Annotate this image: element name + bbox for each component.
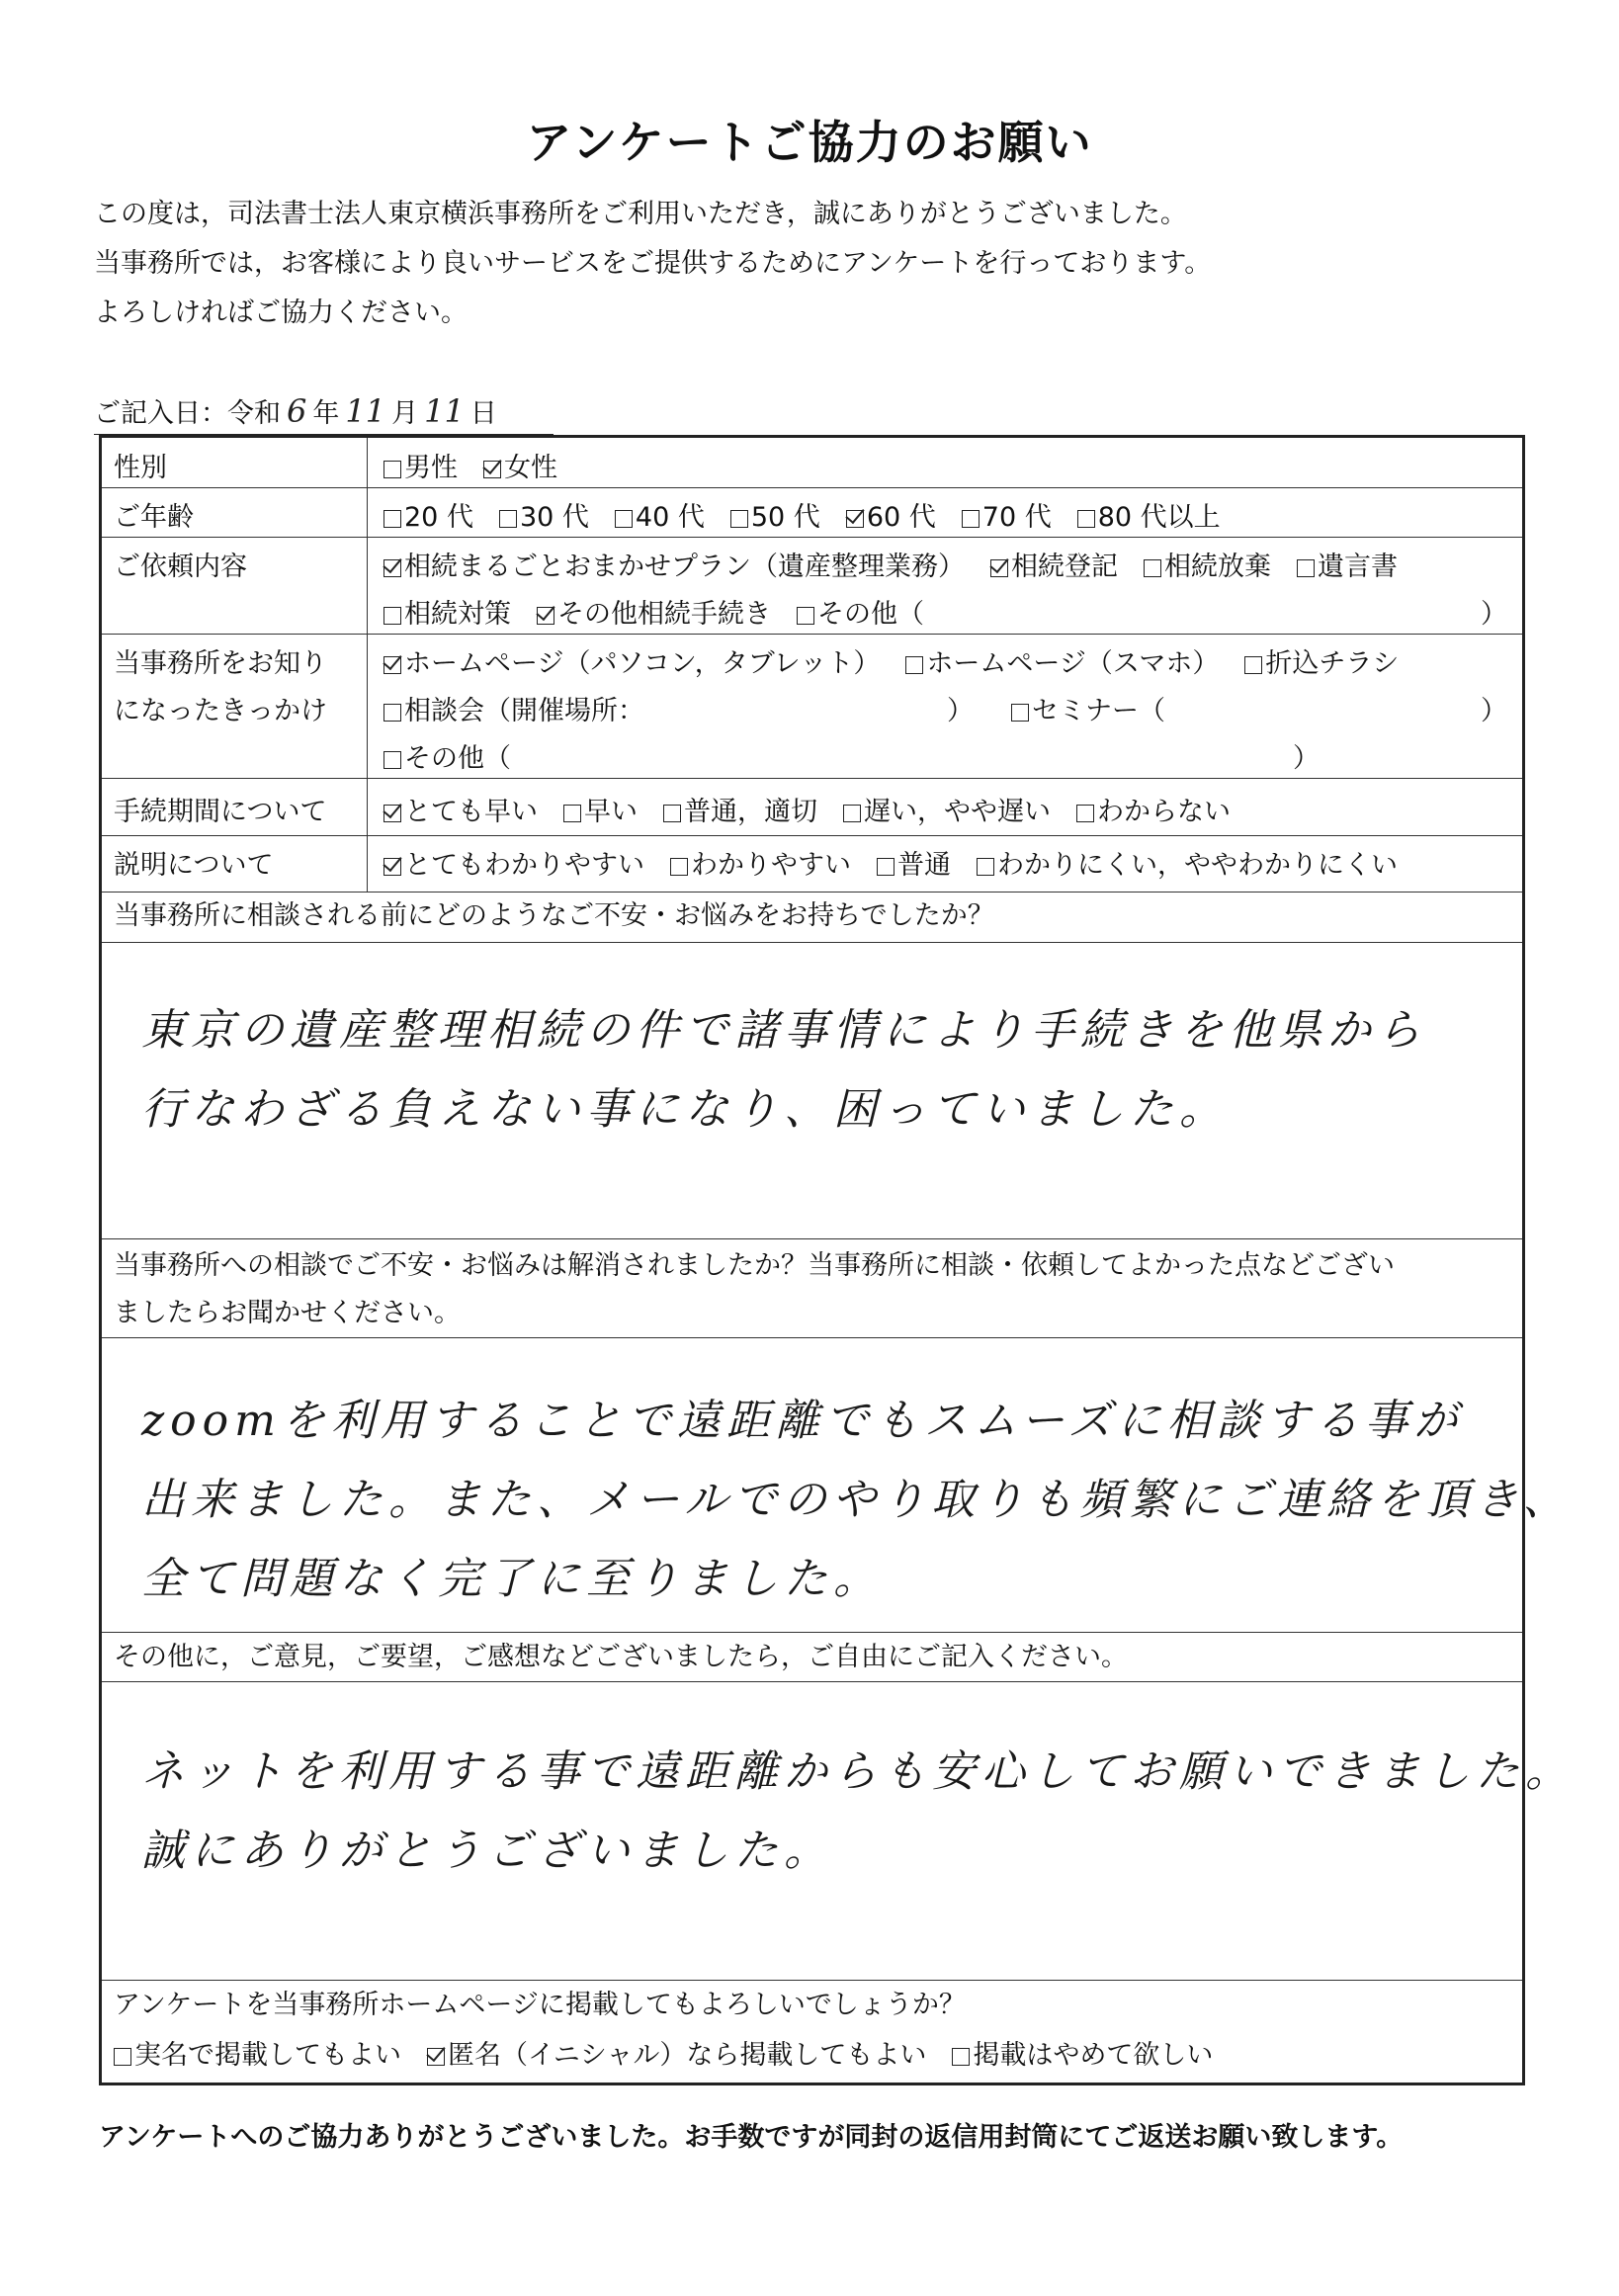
checkbox-checked-icon[interactable] <box>427 2048 445 2066</box>
row-divider <box>102 537 1522 538</box>
date-year-unit: 年 <box>312 398 340 429</box>
checkbox-label: その他相続手続き <box>557 599 771 630</box>
checkbox-option[interactable] <box>670 843 851 882</box>
checkbox-icon[interactable] <box>1077 510 1095 528</box>
checkbox-label: 遅い，やや遅い <box>864 797 1051 827</box>
date-month[interactable]: 11 <box>345 392 386 430</box>
source-options-line1 <box>383 641 1424 680</box>
publish-options <box>114 2033 1238 2072</box>
intro-line: この度は，司法書士法人東京横浜事務所をご利用いただき，誠にありがとうございました。 <box>94 199 1187 229</box>
row-divider <box>102 1681 1522 1682</box>
request-options-line1 <box>383 545 1423 583</box>
checkbox-option[interactable] <box>383 446 458 484</box>
checkbox-label: 男性 <box>404 453 458 483</box>
checkbox-label: 相談会（開催場所： <box>404 696 644 726</box>
checkbox-icon[interactable] <box>843 805 861 822</box>
source-seminar-close: ） <box>1481 696 1507 726</box>
checkbox-label: 相続まるごとおまかせプラン（遺産整理業務） <box>404 552 965 582</box>
row-divider <box>102 942 1522 943</box>
row-divider <box>102 1337 1522 1338</box>
checkbox-label: わかりにくい，ややわかりにくい <box>997 850 1398 881</box>
source-venue-close: ） <box>947 696 974 726</box>
checkbox-icon[interactable] <box>383 751 401 769</box>
checkbox-icon[interactable] <box>1297 559 1315 577</box>
checkbox-checked-icon[interactable] <box>990 559 1008 577</box>
checkbox-icon[interactable] <box>383 510 401 528</box>
checkbox-label: 相続対策 <box>404 599 511 630</box>
checkbox-option[interactable] <box>1077 495 1221 534</box>
row-divider <box>102 634 1522 635</box>
checkbox-option[interactable] <box>499 495 589 534</box>
checkbox-label: 20 代 <box>404 502 473 533</box>
checkbox-label: わからない <box>1097 797 1231 827</box>
q1-answer[interactable] <box>141 991 1492 1149</box>
checkbox-option[interactable] <box>537 592 771 631</box>
checkbox-icon[interactable] <box>563 805 581 822</box>
source-other-close: ） <box>1293 743 1320 774</box>
checkbox-option[interactable] <box>615 495 705 534</box>
survey-form <box>99 435 1575 2085</box>
checkbox-checked-icon[interactable] <box>537 607 554 625</box>
source-seminar <box>1011 689 1191 727</box>
checkbox-checked-icon[interactable] <box>383 656 401 674</box>
checkbox-label: 50 代 <box>750 502 820 533</box>
checkbox-label: 普通 <box>897 850 951 881</box>
source-label-line1: 当事務所をお知り <box>114 648 327 679</box>
checkbox-option[interactable] <box>843 790 1051 828</box>
checkbox-option[interactable] <box>383 545 965 583</box>
checkbox-label: 30 代 <box>519 502 589 533</box>
request-options-line2 <box>383 592 950 631</box>
checkbox-icon[interactable] <box>905 656 923 674</box>
checkbox-label: 折込チラシ <box>1265 648 1400 679</box>
checkbox-label: ホームページ（スマホ） <box>926 648 1220 679</box>
q1-question: 当事務所に相談される前にどのようなご不安・お悩みをお持ちでしたか？ <box>114 900 994 931</box>
row-divider <box>102 1632 1522 1633</box>
checkbox-icon[interactable] <box>1011 704 1029 722</box>
q3-answer[interactable] <box>141 1733 1575 1891</box>
checkbox-option[interactable] <box>797 592 924 631</box>
checkbox-icon[interactable] <box>952 2048 970 2066</box>
checkbox-option[interactable] <box>1144 545 1271 583</box>
request-other-close: ） <box>1481 599 1507 630</box>
q3-question: その他に，ご意見，ご要望，ご感想などございましたら，ご自由にご記入ください。 <box>114 1642 1128 1672</box>
date-year[interactable]: 6 <box>287 392 307 430</box>
checkbox-icon[interactable] <box>663 805 681 822</box>
checkbox-label: 80 代以上 <box>1097 502 1221 533</box>
date-month-unit: 月 <box>391 398 419 429</box>
checkbox-checked-icon[interactable] <box>383 858 401 876</box>
checkbox-option[interactable] <box>483 446 557 484</box>
source-label-line2: になったきっかけ <box>114 696 327 726</box>
checkbox-option[interactable] <box>383 592 511 631</box>
checkbox-icon[interactable] <box>114 2048 131 2066</box>
survey-title: アンケートご協力のお願い <box>526 116 1093 169</box>
date-prefix: ご記入日：令和 <box>94 398 281 429</box>
row-divider <box>102 778 1522 779</box>
checkbox-label: とても早い <box>404 797 538 827</box>
row-divider <box>102 1980 1522 1981</box>
checkbox-label: 相続放棄 <box>1164 552 1271 582</box>
checkbox-label: 40 代 <box>635 502 705 533</box>
publish-question: アンケートを当事務所ホームページに掲載してもよろしいでしょうか？ <box>114 1990 966 2020</box>
gender-label: 性別 <box>114 453 167 483</box>
checkbox-icon[interactable] <box>730 510 748 528</box>
answer-line: 出来ました。また、メールでのやり取りも頻繁にご連絡を頂き、 <box>141 1475 1573 1525</box>
checkbox-label: とてもわかりやすい <box>404 850 644 881</box>
q2-question-line2: ましたらお聞かせください。 <box>114 1298 461 1328</box>
checkbox-icon[interactable] <box>877 858 895 876</box>
checkbox-option[interactable] <box>962 495 1052 534</box>
q2-question <box>114 1242 1510 1337</box>
checkbox-icon[interactable] <box>1076 805 1094 822</box>
checkbox-option[interactable] <box>977 843 1398 882</box>
checkbox-option[interactable] <box>383 843 644 882</box>
source-seminar-venue <box>383 689 670 727</box>
checkbox-icon[interactable] <box>499 510 517 528</box>
checkbox-label: 匿名（イニシャル）なら掲載してもよい <box>448 2040 927 2071</box>
age-options <box>383 495 1246 534</box>
checkbox-label: 相続登記 <box>1011 552 1118 582</box>
checkbox-label: 60 代 <box>866 502 936 533</box>
checkbox-option[interactable] <box>846 495 936 534</box>
checkbox-label: 女性 <box>504 453 557 483</box>
checkbox-option[interactable] <box>114 2033 401 2072</box>
date-day-unit: 日 <box>469 398 497 429</box>
checkbox-label: 遺言書 <box>1318 552 1398 582</box>
checkbox-label: 実名で掲載してもよい <box>134 2040 401 2071</box>
checkbox-option[interactable] <box>730 495 820 534</box>
answer-line: zoomを利用することで遠距離でもスムーズに相談する事が <box>141 1396 1464 1446</box>
source-other <box>383 736 537 775</box>
checkbox-option[interactable] <box>905 641 1219 680</box>
row-divider <box>102 835 1522 836</box>
checkbox-checked-icon[interactable] <box>846 510 864 528</box>
checkbox-label: 70 代 <box>981 502 1052 533</box>
checkbox-option[interactable] <box>383 790 538 828</box>
row-divider <box>102 1238 1522 1239</box>
checkbox-option[interactable] <box>383 689 644 727</box>
checkbox-option[interactable] <box>427 2033 926 2072</box>
age-label: ご年齢 <box>114 502 194 533</box>
checkbox-icon[interactable] <box>797 607 814 625</box>
checkbox-label: その他（ <box>817 599 924 630</box>
footer-note: アンケートへのご協力ありがとうございました。お手数ですが同封の返信用封筒にてご返送お願い致します。 <box>99 2122 1404 2153</box>
intro-line: よろしければご協力ください。 <box>94 298 468 328</box>
explanation-label: 説明について <box>114 850 274 881</box>
checkbox-label: 普通，適切 <box>684 797 817 827</box>
checkbox-label: 掲載はやめて欲しい <box>973 2040 1214 2071</box>
checkbox-option[interactable] <box>1011 689 1165 727</box>
checkbox-checked-icon[interactable] <box>383 805 401 822</box>
checkbox-label: わかりやすい <box>691 850 851 881</box>
checkbox-checked-icon[interactable] <box>483 461 501 478</box>
entry-date <box>94 391 554 435</box>
answer-line: ネットを利用する事で遠距離からも安心してお願いできました。 <box>141 1746 1575 1797</box>
gender-options <box>383 446 583 484</box>
checkbox-label: その他（ <box>404 743 511 774</box>
intro-text <box>94 190 1211 338</box>
checkbox-icon[interactable] <box>383 461 401 478</box>
checkbox-checked-icon[interactable] <box>383 559 401 577</box>
answer-line: 誠にありがとうございました。 <box>141 1826 833 1876</box>
period-options <box>383 790 1256 828</box>
checkbox-icon[interactable] <box>962 510 980 528</box>
checkbox-icon[interactable] <box>977 858 994 876</box>
row-divider <box>102 487 1522 488</box>
date-day[interactable]: 11 <box>424 392 465 430</box>
checkbox-icon[interactable] <box>383 607 401 625</box>
checkbox-icon[interactable] <box>1244 656 1262 674</box>
checkbox-option[interactable] <box>1297 545 1398 583</box>
checkbox-icon[interactable] <box>1144 559 1161 577</box>
checkbox-option[interactable] <box>1076 790 1231 828</box>
checkbox-option[interactable] <box>563 790 638 828</box>
checkbox-option[interactable] <box>952 2033 1213 2072</box>
checkbox-option[interactable] <box>383 495 473 534</box>
checkbox-icon[interactable] <box>615 510 633 528</box>
checkbox-label: 早い <box>584 797 638 827</box>
checkbox-option[interactable] <box>1244 641 1399 680</box>
explanation-options <box>383 843 1423 882</box>
q2-question-line1: 当事務所への相談でご不安・お悩みは解消されましたか？当事務所に相談・依頼してよかった点などござい <box>114 1250 1395 1281</box>
intro-line: 当事務所では，お客様により良いサービスをご提供するためにアンケートを行っております。 <box>94 248 1212 279</box>
label-divider <box>367 438 368 892</box>
answer-line: 行なわざる負えない事になり、困っていました。 <box>141 1084 1229 1135</box>
checkbox-option[interactable] <box>877 843 951 882</box>
checkbox-option[interactable] <box>990 545 1118 583</box>
q2-answer[interactable] <box>141 1382 1573 1619</box>
answer-line: 東京の遺産整理相続の件で諸事情により手続きを他県から <box>141 1005 1426 1056</box>
checkbox-icon[interactable] <box>670 858 688 876</box>
checkbox-option[interactable] <box>663 790 817 828</box>
checkbox-option[interactable] <box>383 736 511 775</box>
checkbox-icon[interactable] <box>383 704 401 722</box>
checkbox-option[interactable] <box>383 641 880 680</box>
period-label: 手続期間について <box>114 797 327 827</box>
answer-line: 全て問題なく完了に至りました。 <box>141 1554 883 1604</box>
checkbox-label: セミナー（ <box>1032 696 1165 726</box>
checkbox-label: ホームページ（パソコン，タブレット） <box>404 648 881 679</box>
request-label: ご依頼内容 <box>114 552 247 582</box>
